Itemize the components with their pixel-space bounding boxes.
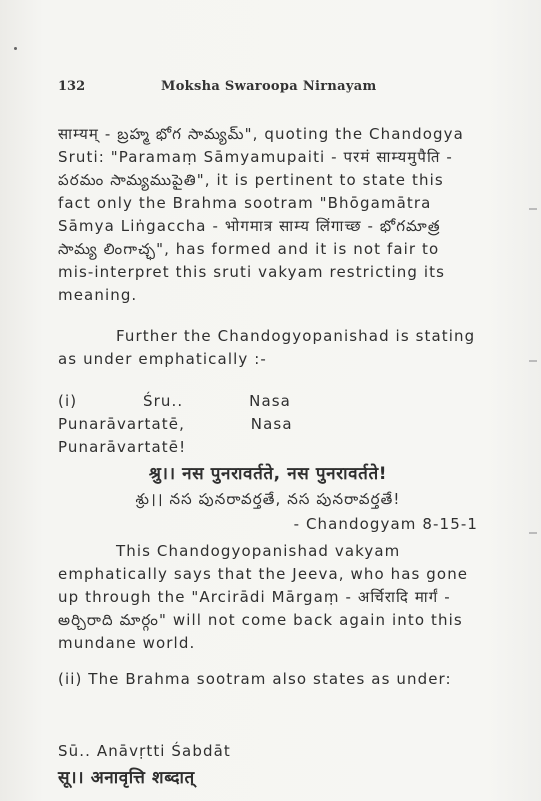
item-2-line-1: Sū.. Anāvṛtti Śabdāt — [58, 742, 231, 760]
page-edge-mark — [529, 360, 537, 362]
item-1-devanagari: श्रु।। नस पुनरावर्तते, नस पुनरावर्तते! — [148, 464, 388, 484]
running-title: Moksha Swaroopa Nirnayam — [161, 79, 377, 94]
quote-item-1 — [58, 390, 478, 536]
item-1-line-2: Punarāvartatē! — [58, 438, 187, 456]
item-1-source: - Chandogyam 8-15-1 — [293, 515, 478, 533]
quote-item-2: (ii) The Brahma sootram also states as under: — [58, 670, 452, 688]
item-1-label: (i) — [58, 392, 78, 410]
item-2-devanagari: सू।। अनावृत्ति शब्दात् — [58, 768, 195, 788]
page-edge-mark — [529, 208, 537, 210]
quote-item-2-sutra — [58, 740, 478, 790]
paragraph-3: This Chandogyopanishad vakyam emphatically says that the Jeeva, who has gone up through the "Arcirādi Mārgaṃ - अर्चिरादि मार्गं - అర్చిరాది మార్గం" will not come back again into this mundane world. — [58, 542, 469, 652]
page-edge-mark — [529, 532, 537, 534]
paragraph-1: साम्यम् - బ్రహ్మ భోగ సామ్యమ్", quoting the Chandogya Sruti: "Paramaṃ Sāmyamupaiti - परमं साम्यमुपैति - పరమం సామ్యముపైతి", it is pertinent to state this fact only the Brahma sootram "Bhōgamātra Sāmya Liṅgaccha - भोगमात्र साम्य लिंगाच्छ - భోగమాత్ర సామ్య లింగాచ్ఛ", has formed and it is not fair to mis-interpret this sruti vakyam restricting its meaning. — [58, 125, 464, 304]
page-number: 132 — [58, 79, 86, 94]
item-1-line-1: (i) Śru.. Nasa Punarāvartatē, Nasa — [58, 392, 293, 433]
page-mark — [14, 47, 17, 50]
paragraph-2: Further the Chandogyopanishad is stating as under emphatically :- — [58, 327, 476, 368]
item-1-telugu: శ్రు।। నస పునరావర్తతే, నస పునరావర్తతే! — [135, 490, 401, 508]
